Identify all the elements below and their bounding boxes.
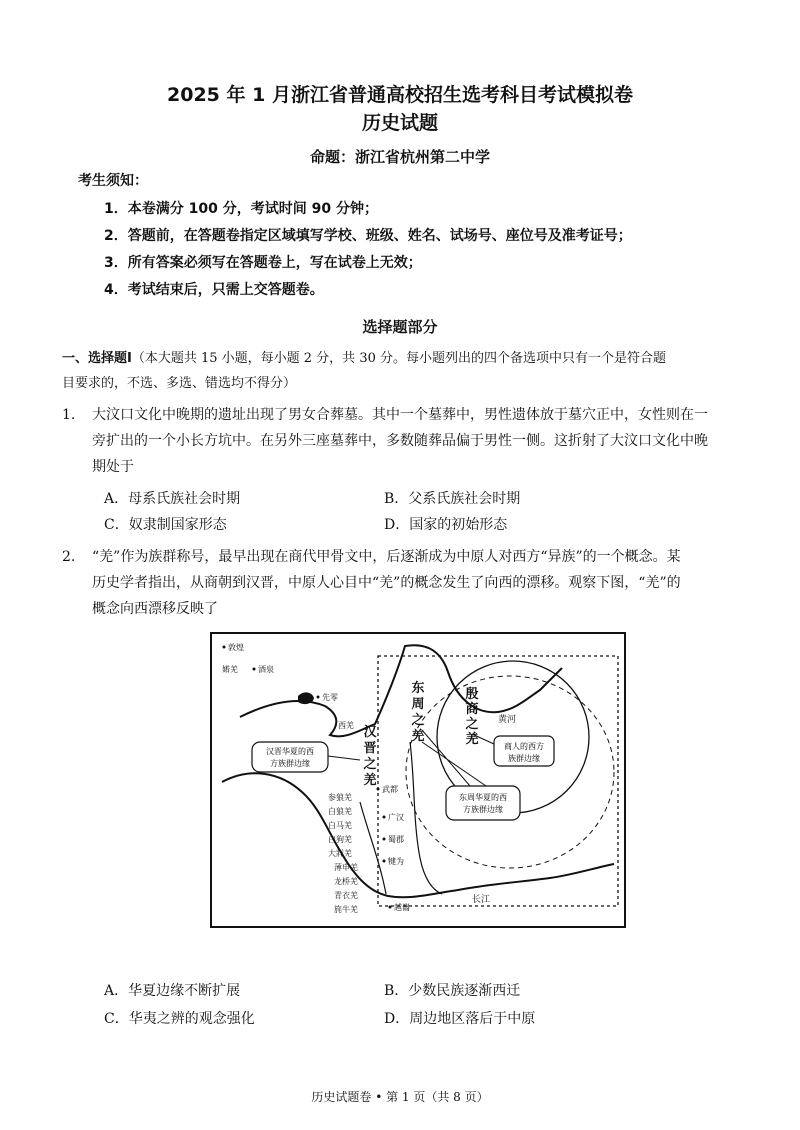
question-text [92, 544, 742, 622]
map-place: 武都 [382, 785, 398, 794]
map-place: 蜀郡 [388, 835, 404, 844]
question-line: 历史学者指出，从商朝到汉晋，中原人心目中“羌”的概念发生了向西的漂移。观察下图，“羌”的 [92, 575, 681, 591]
q2-option-b[interactable]: B．少数民族逐渐西迁 [384, 983, 521, 999]
map-place: 犍为 [388, 857, 404, 866]
question-number: 1. [62, 407, 76, 423]
question-line: 概念向西漂移反映了 [92, 601, 218, 617]
qiang-tribe: 薄申羌 [334, 863, 358, 872]
q1-option-c[interactable]: C．奴隶制国家形态 [104, 517, 227, 533]
callout-zhou [446, 786, 520, 820]
map-place: 长江 [472, 895, 491, 905]
question-line: 旁扩出的一个小长方坑中。在另外三座墓葬中，多数随葬品偏于男性一侧。这折射了大汶口文化中晚 [92, 433, 708, 449]
notice-item-3: 3．所有答案必须写在答题卷上，写在试卷上无效； [104, 255, 422, 271]
callout-han-line2: 方族群边缘 [270, 759, 310, 768]
notice-item-2: 2．答题前，在答题卷指定区域填写学校、班级、姓名、试场号、座位号及准考证号； [104, 228, 632, 244]
map-place: 西羌 [338, 721, 354, 730]
callout-shang-line1: 商人的西方 [504, 742, 544, 751]
q1-option-a[interactable]: A．母系氏族社会时期 [104, 491, 241, 507]
map-place: 婼羌 [222, 665, 238, 674]
map-place: 敦煌 [228, 643, 244, 652]
instructions-line1: （本大题共 15 小题，每小题 2 分，共 30 分。每小题列出的四个备选项中只有一个是符合题 [131, 351, 666, 366]
qiang-tribe: 参狼羌 [328, 793, 352, 802]
q2-option-d[interactable]: D．周边地区落后于中原 [384, 1011, 536, 1027]
qiang-tribe: 大牂羌 [328, 849, 352, 858]
exam-author: 命题：浙江省杭州第二中学 [309, 148, 490, 166]
question-line: “羌”作为族群称号，最早出现在商代甲骨文中，后逐渐成为中原人对西方“异族”的一个概念。某 [92, 549, 681, 565]
q2-option-a[interactable]: A．华夏边缘不断扩展 [104, 983, 241, 999]
question-line: 期处于 [92, 459, 134, 475]
callout-shang-line2: 族群边缘 [508, 754, 540, 763]
callout-zhou-line1: 东周华夏的西 [459, 793, 507, 802]
question-number: 2. [62, 549, 76, 565]
section-title: 选择题部分 [362, 318, 438, 336]
instructions-label: 一、选择题Ⅰ [62, 351, 132, 366]
label-zhou-qiang: 东周之羌 [411, 681, 425, 744]
q2-option-c[interactable]: C．华夷之辨的观念强化 [104, 1011, 255, 1027]
page-footer: 历史试题卷 • 第 1 页（共 8 页） [311, 1090, 489, 1104]
qiang-map [210, 632, 626, 928]
map-place: 先零 [322, 693, 338, 702]
question-text [92, 402, 742, 480]
qiang-tribe: 龙桥羌 [334, 877, 358, 886]
qiang-tribe: 白狗羌 [328, 835, 352, 844]
map-place: 黄河 [498, 715, 517, 725]
question-line: 大汶口文化中晚期的遗址出现了男女合葬墓。其中一个墓葬中，男性遗体放于墓穴正中，女性则在一 [92, 407, 708, 423]
instructions-line2: 目要求的，不选、多选、错选均不得分） [62, 376, 297, 391]
map-place: 越巂 [394, 903, 410, 912]
map-place: 广汉 [388, 813, 404, 822]
exam-title: 2025 年 1 月浙江省普通高校招生选考科目考试模拟卷 [167, 84, 633, 106]
qiang-tribe: 白马羌 [328, 821, 352, 830]
map-place: 酒泉 [258, 665, 274, 674]
callout-zhou-line2: 方族群边缘 [463, 805, 503, 814]
map-frame [211, 633, 625, 927]
qiang-tribe: 旄牛羌 [334, 905, 358, 914]
instructions [62, 346, 742, 396]
q1-option-b[interactable]: B．父系氏族社会时期 [384, 491, 521, 507]
label-han-qiang: 汉晋之羌 [363, 725, 377, 788]
notice-heading: 考生须知： [78, 173, 148, 189]
notice-item-4: 4．考试结束后，只需上交答题卷。 [104, 282, 324, 298]
qiang-tribe: 青衣羌 [334, 891, 358, 900]
label-shang-qiang: 殷商之羌 [465, 687, 479, 747]
exam-subtitle: 历史试题 [361, 112, 438, 134]
qiang-tribe: 白狼羌 [328, 807, 352, 816]
callout-han-line1: 汉晋华夏的西 [266, 747, 314, 756]
q1-option-d[interactable]: D．国家的初始形态 [384, 517, 508, 533]
notice-item-1: 1．本卷满分 100 分，考试时间 90 分钟； [104, 201, 378, 217]
